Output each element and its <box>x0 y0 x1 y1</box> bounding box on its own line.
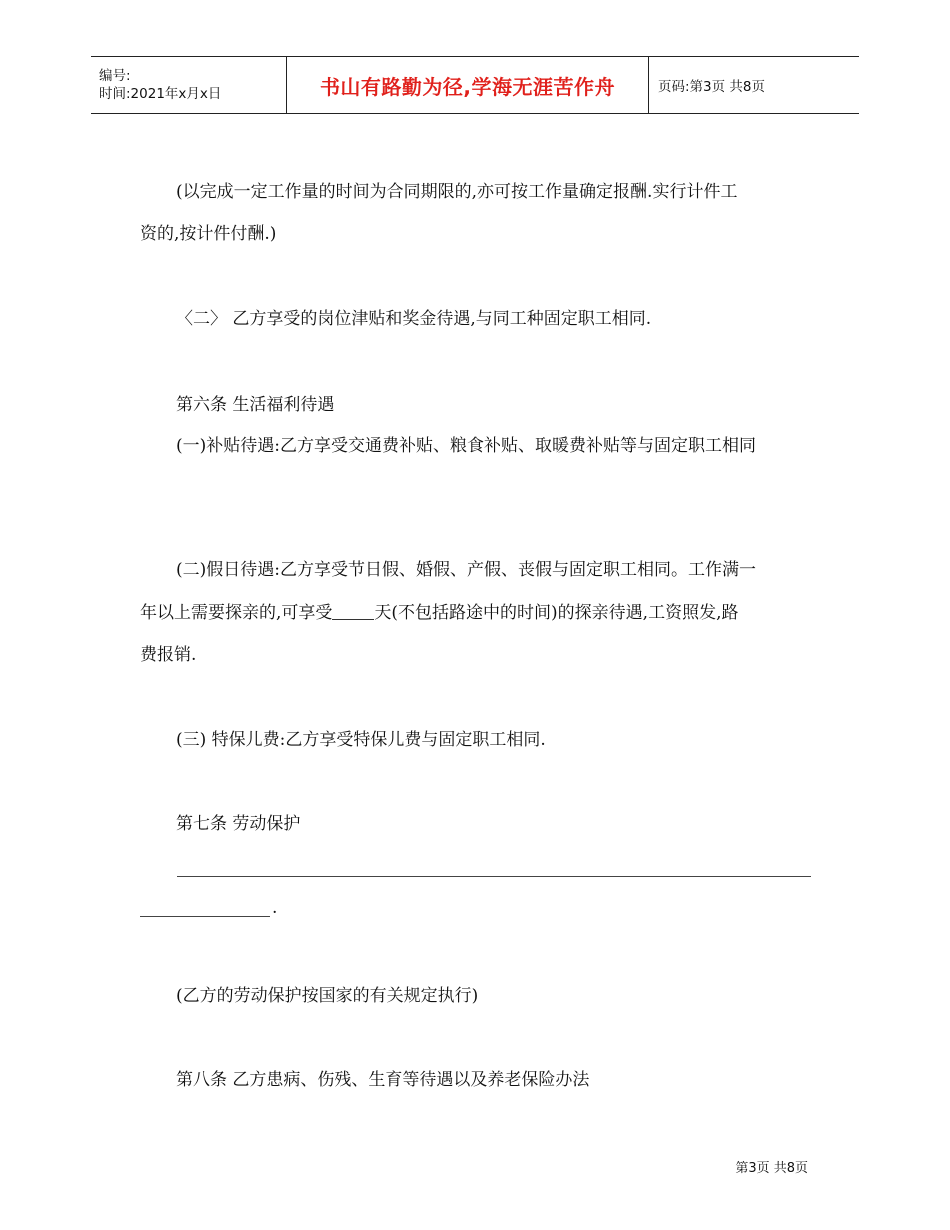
page-footer-number: 第3页 共8页 <box>735 1161 808 1176</box>
article-6-item-2-line2 <box>140 595 812 631</box>
article-6-item-2-line2-end: 天(不包括路途中的时间)的探亲待遇,工资照发,路 <box>374 603 739 623</box>
document-number-label: 编号: <box>99 68 131 84</box>
fill-in-line-1[interactable] <box>177 876 811 877</box>
header-page-info <box>649 57 859 113</box>
header-motto <box>286 57 649 113</box>
page-number-label: 页码:第3页 共8页 <box>658 79 766 95</box>
motto-text: 书山有路勤为径,学海无涯苦作舟 <box>319 74 616 99</box>
paragraph-allowance-bonus: 〈二〉 乙方享受的岗位津贴和奖金待遇,与同工种固定职工相同. <box>176 309 652 329</box>
fill-in-blank-days[interactable] <box>332 601 374 620</box>
article-6-item-3: (三) 特保儿费:乙方享受特保儿费与固定职工相同. <box>176 730 546 750</box>
article-6-item-2-line3: 费报销. <box>140 645 197 665</box>
page-header <box>91 56 859 114</box>
fill-in-line-2[interactable] <box>140 916 270 917</box>
article-7-title: 第七条 劳动保护 <box>176 814 301 834</box>
paragraph-contract-term-line2: 资的,按计件付酬.) <box>140 224 277 244</box>
header-meta <box>91 57 286 113</box>
article-6-title: 第六条 生活福利待遇 <box>176 395 335 415</box>
article-8-title: 第八条 乙方患病、伤残、生育等待遇以及养老保险办法 <box>176 1070 590 1090</box>
paragraph-contract-term-line1: (以完成一定工作量的时间为合同期限的,亦可按工作量确定报酬.实行计件工 <box>176 182 738 202</box>
article-6-item-2-line1: (二)假日待遇:乙方享受节日假、婚假、产假、丧假与固定职工相同。工作满一 <box>176 560 756 580</box>
article-7-note: (乙方的劳动保护按国家的有关规定执行) <box>176 986 479 1006</box>
article-6-item-2-line2-start: 年以上需要探亲的,可享受 <box>140 603 333 623</box>
article-6-item-1: (一)补贴待遇:乙方享受交通费补贴、粮食补贴、取暖费补贴等与固定职工相同 <box>176 436 756 456</box>
article-7-end-period: . <box>272 898 278 918</box>
document-time-label: 时间:2021年x月x日 <box>99 86 222 102</box>
